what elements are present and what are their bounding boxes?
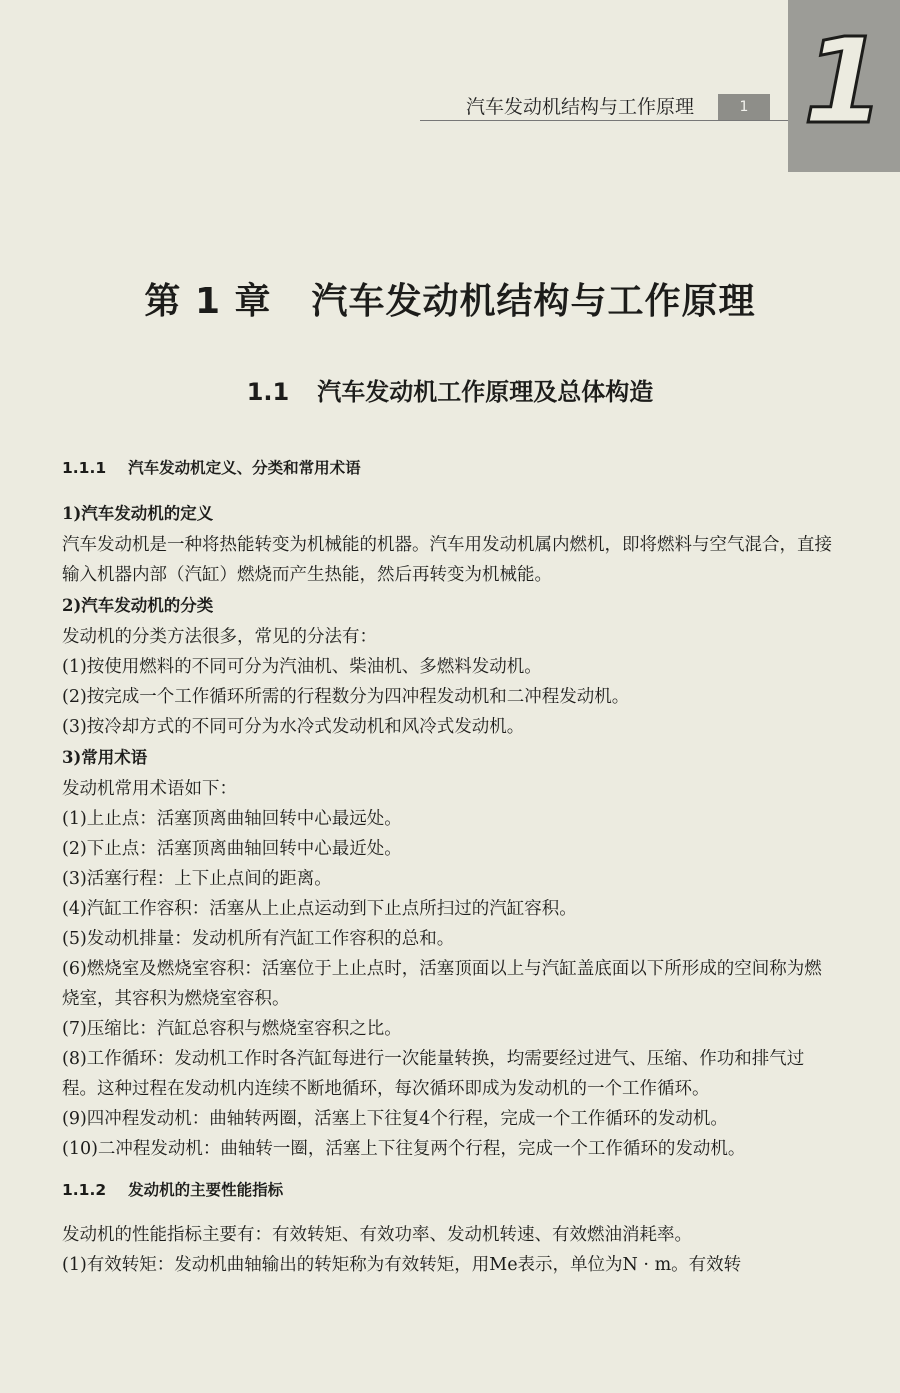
list-item: (8)工作循环：发动机工作时各汽缸每进行一次能量转换，均需要经过进气、压缩、作功和排气过程。这种过程在发动机内连续不断地循环，每次循环即成为发动机的一个工作循环。 [62,1049,805,1099]
section-title [0,370,900,414]
list-item: (1)按使用燃料的不同可分为汽油机、柴油机、多燃料发动机。 [62,657,542,677]
page-number: 1 [718,94,770,120]
chapter-title [0,272,900,332]
running-header [420,94,788,121]
definition-heading: 1)汽车发动机的定义 [62,504,214,523]
chapter-tab-number: 1 [802,12,886,150]
performance-item-1: (1)有效转矩：发动机曲轴输出的转矩称为有效转矩，用Me表示，单位为N · m。有效转 [62,1255,742,1275]
performance-intro: 发动机的性能指标主要有：有效转矩、有效功率、发动机转速、有效燃油消耗率。 [62,1225,692,1245]
subsection-heading-1 [62,450,832,486]
classification-intro: 发动机的分类方法很多，常见的分法有： [62,627,377,647]
list-item: (3)活塞行程：上下止点间的距离。 [62,869,332,889]
running-header-title: 汽车发动机结构与工作原理 [466,96,695,118]
list-item: (6)燃烧室及燃烧室容积：活塞位于上止点时，活塞顶面以上与汽缸盖底面以下所形成的空间称为燃烧室，其容积为燃烧室容积。 [62,959,822,1009]
terms-list [62,804,832,1164]
list-item: (10)二冲程发动机：曲轴转一圈，活塞上下往复两个行程，完成一个工作循环的发动机。 [62,1139,746,1159]
list-item: (3)按冷却方式的不同可分为水冷式发动机和风冷式发动机。 [62,717,525,737]
definition-paragraph: 汽车发动机是一种将热能转变为机械能的机器。汽车用发动机属内燃机，即将燃料与空气混合，直接输入机器内部（汽缸）燃烧而产生热能，然后再转变为机械能。 [62,535,832,585]
section-number: 1.1 [246,378,290,406]
list-item: (1)上止点：活塞顶离曲轴回转中心最远处。 [62,809,402,829]
section-name: 汽车发动机工作原理及总体构造 [317,378,654,406]
subsection-number: 1.1.1 [62,459,107,477]
chapter-tab [788,0,900,172]
subsection-number: 1.1.2 [62,1181,107,1199]
chapter-name: 汽车发动机结构与工作原理 [311,281,756,322]
terms-intro: 发动机常用术语如下： [62,779,237,799]
subsection-heading-2 [62,1172,832,1208]
subsection-title: 发动机的主要性能指标 [128,1181,284,1199]
page-body [62,450,832,1280]
classification-heading: 2)汽车发动机的分类 [62,596,214,615]
classification-list [62,652,832,742]
subsection-title: 汽车发动机定义、分类和常用术语 [128,459,361,477]
list-item: (5)发动机排量：发动机所有汽缸工作容积的总和。 [62,929,455,949]
terms-heading: 3)常用术语 [62,748,148,767]
list-item: (2)按完成一个工作循环所需的行程数分为四冲程发动机和二冲程发动机。 [62,687,630,707]
list-item: (9)四冲程发动机：曲轴转两圈，活塞上下往复4个行程，完成一个工作循环的发动机。 [62,1109,728,1129]
list-item: (2)下止点：活塞顶离曲轴回转中心最近处。 [62,839,402,859]
chapter-label: 第 1 章 [144,281,272,322]
list-item: (4)汽缸工作容积：活塞从上止点运动到下止点所扫过的汽缸容积。 [62,899,577,919]
list-item: (7)压缩比：汽缸总容积与燃烧室容积之比。 [62,1019,402,1039]
